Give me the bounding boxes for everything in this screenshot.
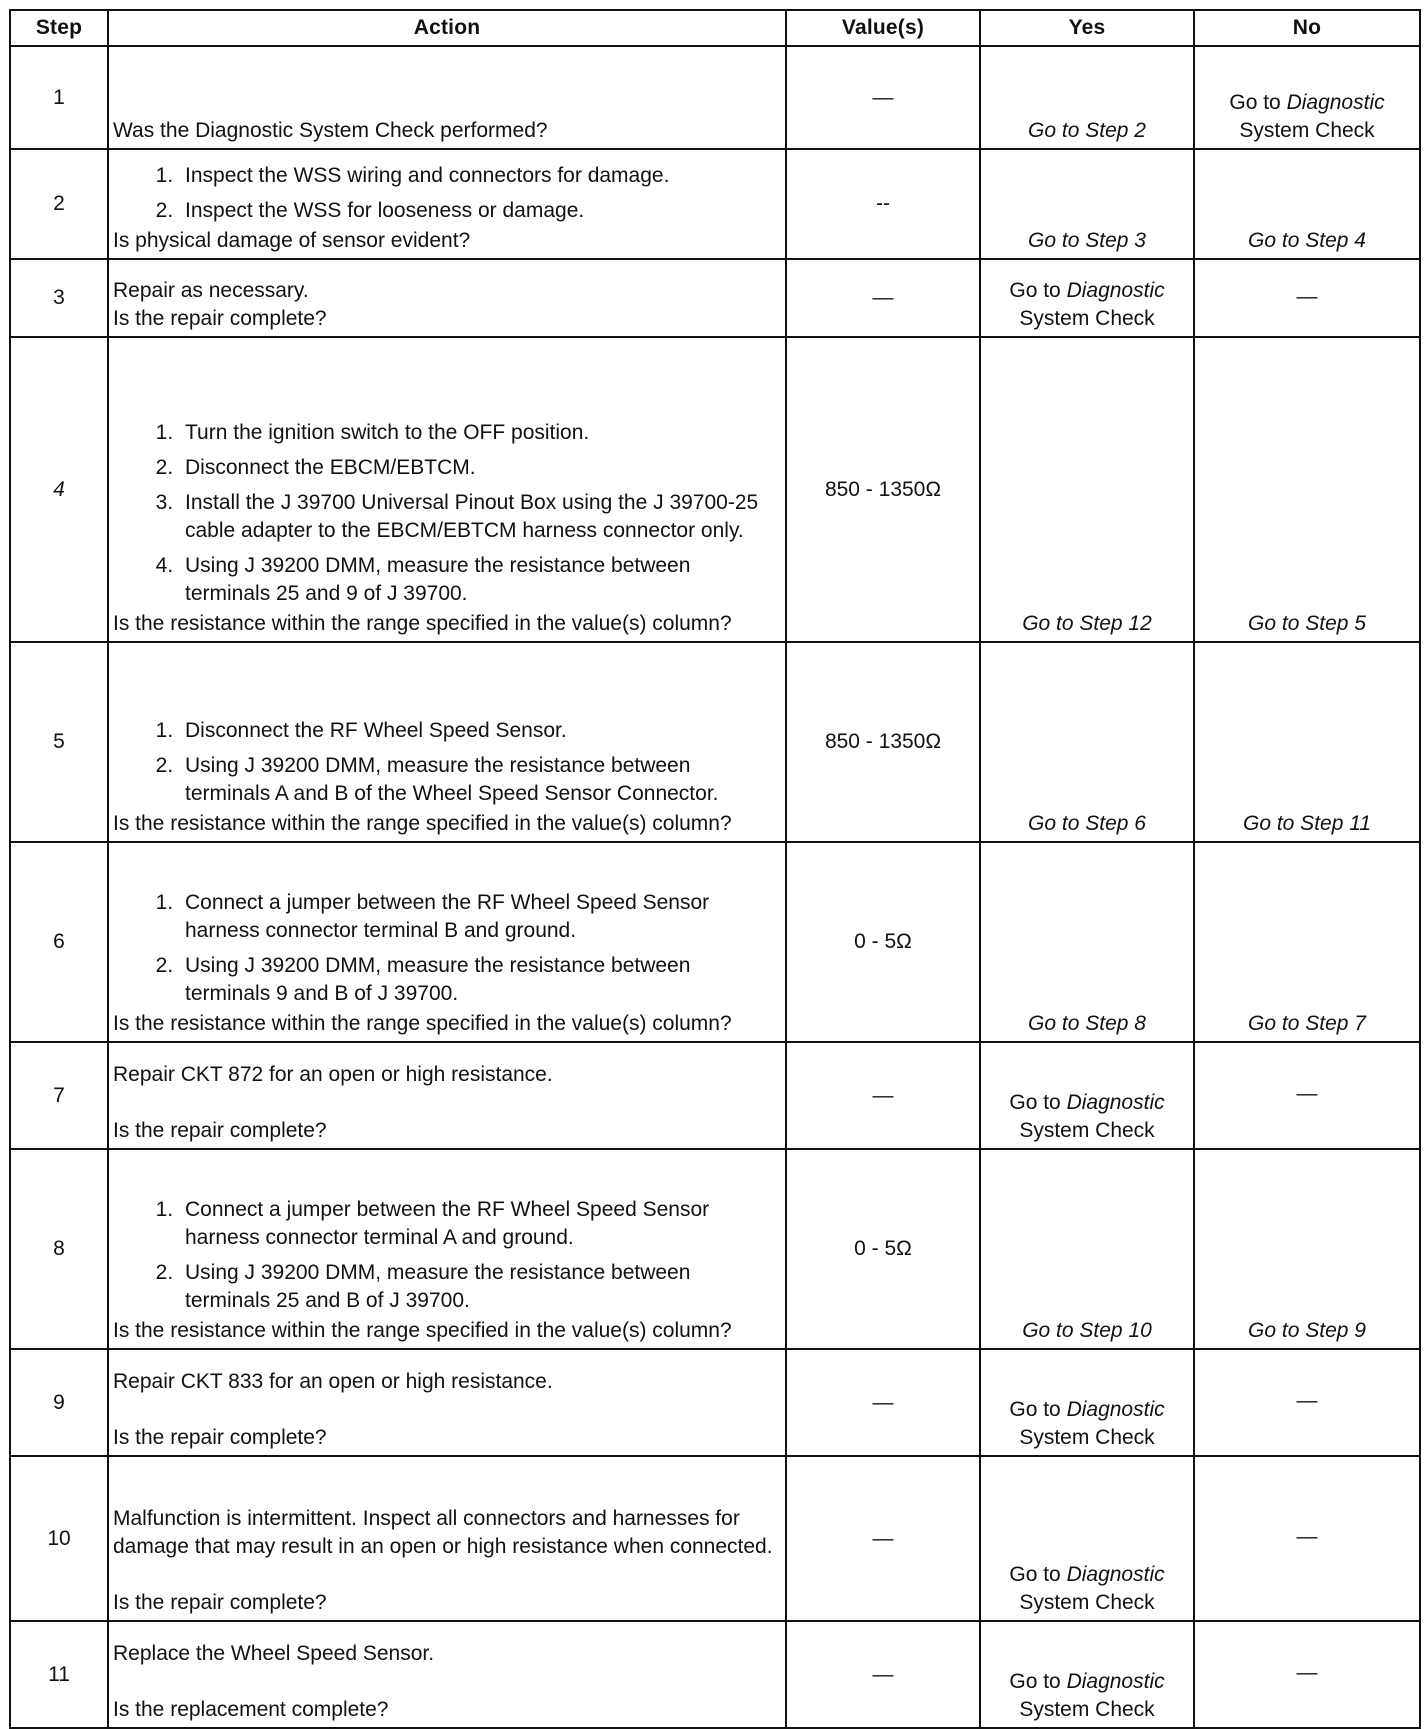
no-goto	[1195, 89, 1419, 117]
action-question: Is the resistance within the range specified in the value(s) column?	[113, 612, 732, 635]
step-number: 11	[10, 1621, 108, 1728]
table-row	[10, 149, 1420, 259]
no-cell: —	[1194, 1456, 1420, 1621]
goto-target-line2: System Check	[1019, 307, 1155, 330]
step-number: 6	[10, 842, 108, 1042]
action-question: Is the repair complete?	[113, 307, 327, 330]
action-text: Replace the Wheel Speed Sensor.	[113, 1642, 435, 1665]
action-step-item: 1. Turn the ignition switch to the OFF position.	[179, 419, 777, 447]
yes-cell	[980, 259, 1194, 337]
goto-target: Diagnostic	[1066, 1563, 1165, 1586]
goto-target-line2: System Check	[1019, 1591, 1155, 1614]
no-cell	[1194, 149, 1420, 259]
yes-cell	[980, 1621, 1194, 1728]
action-step-item: 2. Inspect the WSS for looseness or damage.	[179, 197, 777, 225]
value-cell: 850 - 1350Ω	[786, 337, 980, 642]
goto-prefix: Go to	[1009, 279, 1067, 302]
goto-target: Diagnostic	[1066, 1398, 1165, 1421]
action-text: Repair as necessary.	[113, 279, 309, 302]
step-number: 2	[10, 149, 108, 259]
step-number: 1	[10, 46, 108, 149]
action-step-item: 4. Using J 39200 DMM, measure the resistance between terminals 25 and 9 of J 39700.	[179, 552, 777, 608]
yes-cell	[980, 1349, 1194, 1456]
table-row	[10, 259, 1420, 337]
goto-target-line2: System Check	[1019, 1426, 1155, 1449]
goto-target-line2: System Check	[1239, 119, 1375, 142]
spacer	[113, 1396, 777, 1424]
table-row	[10, 842, 1420, 1042]
action-question: Was the Diagnostic System Check performed?	[113, 119, 548, 142]
no-cell: —	[1194, 259, 1420, 337]
action-cell	[108, 842, 786, 1042]
yes-goto	[981, 1668, 1193, 1696]
table-row	[10, 1456, 1420, 1621]
step-number: 10	[10, 1456, 108, 1621]
header-row	[10, 10, 1420, 46]
value-cell: —	[786, 1621, 980, 1728]
table-row	[10, 1621, 1420, 1728]
no-cell	[1194, 1149, 1420, 1349]
yes-cell	[980, 1456, 1194, 1621]
table-row	[10, 1349, 1420, 1456]
yes-cell	[980, 337, 1194, 642]
yes-goto: Go to Step 12	[1022, 612, 1152, 635]
action-cell	[108, 149, 786, 259]
value-cell: —	[786, 259, 980, 337]
yes-goto: Go to Step 8	[1028, 1012, 1146, 1035]
action-step-item: 2. Using J 39200 DMM, measure the resistance between terminals 9 and B of J 39700.	[179, 952, 777, 1008]
value-cell: 0 - 5Ω	[786, 1149, 980, 1349]
yes-goto: Go to Step 2	[1028, 119, 1146, 142]
action-text: Malfunction is intermittent. Inspect all connectors and harnesses for damage that may result in an open or high resistance when connected.	[113, 1507, 773, 1558]
no-goto: Go to Step 5	[1248, 612, 1366, 635]
action-question: Is the repair complete?	[113, 1119, 327, 1142]
action-question: Is the resistance within the range specified in the value(s) column?	[113, 812, 732, 835]
diagnostic-table	[9, 9, 1421, 1729]
table-row	[10, 1042, 1420, 1149]
no-goto: Go to Step 9	[1248, 1319, 1366, 1342]
no-goto: Go to Step 7	[1248, 1012, 1366, 1035]
goto-target: Diagnostic	[1286, 91, 1385, 114]
yes-goto: Go to Step 10	[1022, 1319, 1152, 1342]
spacer	[113, 1668, 777, 1696]
action-cell	[108, 1621, 786, 1728]
yes-cell	[980, 46, 1194, 149]
spacer	[113, 1089, 777, 1117]
action-question: Is the resistance within the range specified in the value(s) column?	[113, 1012, 732, 1035]
value-cell: —	[786, 1349, 980, 1456]
value-cell: —	[786, 1456, 980, 1621]
goto-prefix: Go to	[1009, 1563, 1067, 1586]
value-cell: —	[786, 1042, 980, 1149]
action-steps	[113, 1196, 777, 1315]
action-step-item: 2. Disconnect the EBCM/EBTCM.	[179, 454, 777, 482]
action-cell	[108, 1149, 786, 1349]
yes-goto	[981, 277, 1193, 305]
table-row	[10, 46, 1420, 149]
header-yes: Yes	[980, 10, 1194, 46]
no-cell	[1194, 337, 1420, 642]
yes-goto	[981, 1561, 1193, 1589]
header-no: No	[1194, 10, 1420, 46]
value-cell: 0 - 5Ω	[786, 842, 980, 1042]
action-step-item: 2. Using J 39200 DMM, measure the resistance between terminals 25 and B of J 39700.	[179, 1259, 777, 1315]
action-question: Is the resistance within the range specified in the value(s) column?	[113, 1319, 732, 1342]
yes-goto	[981, 1396, 1193, 1424]
header-step: Step	[10, 10, 108, 46]
step-number: 7	[10, 1042, 108, 1149]
yes-cell	[980, 1042, 1194, 1149]
step-number: 9	[10, 1349, 108, 1456]
action-step-item: 1. Connect a jumper between the RF Wheel Speed Sensor harness connector terminal B and ground.	[179, 889, 777, 945]
yes-cell	[980, 842, 1194, 1042]
no-cell	[1194, 642, 1420, 842]
goto-prefix: Go to	[1009, 1670, 1067, 1693]
goto-target: Diagnostic	[1066, 279, 1165, 302]
action-steps	[113, 717, 777, 808]
table-row	[10, 337, 1420, 642]
yes-goto: Go to Step 6	[1028, 812, 1146, 835]
value-cell: 850 - 1350Ω	[786, 642, 980, 842]
step-number: 3	[10, 259, 108, 337]
goto-prefix: Go to	[1229, 91, 1287, 114]
action-cell	[108, 642, 786, 842]
table-row	[10, 1149, 1420, 1349]
yes-cell	[980, 642, 1194, 842]
action-text: Repair CKT 833 for an open or high resistance.	[113, 1370, 553, 1393]
value-cell: --	[786, 149, 980, 259]
no-goto: Go to Step 4	[1248, 229, 1366, 252]
action-step-item: 2. Using J 39200 DMM, measure the resistance between terminals A and B of the Wheel Speed Sensor Connector.	[179, 752, 777, 808]
header-values: Value(s)	[786, 10, 980, 46]
header-action: Action	[108, 10, 786, 46]
action-steps	[113, 419, 777, 608]
action-step-item: 1. Connect a jumper between the RF Wheel Speed Sensor harness connector terminal A and ground.	[179, 1196, 777, 1252]
yes-goto: Go to Step 3	[1028, 229, 1146, 252]
goto-target-line2: System Check	[1019, 1698, 1155, 1721]
action-steps	[113, 889, 777, 1008]
action-question: Is the repair complete?	[113, 1426, 327, 1449]
goto-target: Diagnostic	[1066, 1091, 1165, 1114]
yes-goto	[981, 1089, 1193, 1117]
action-step-item: 1. Disconnect the RF Wheel Speed Sensor.	[179, 717, 777, 745]
yes-cell	[980, 149, 1194, 259]
step-number: 5	[10, 642, 108, 842]
no-goto: Go to Step 11	[1242, 812, 1372, 835]
goto-prefix: Go to	[1009, 1091, 1067, 1114]
action-text: Repair CKT 872 for an open or high resistance.	[113, 1063, 553, 1086]
yes-cell	[980, 1149, 1194, 1349]
diagnostic-table-page	[9, 9, 1419, 1729]
step-number: 8	[10, 1149, 108, 1349]
action-cell	[108, 1042, 786, 1149]
action-cell	[108, 46, 786, 149]
action-step-item: 1. Inspect the WSS wiring and connectors for damage.	[179, 162, 777, 190]
goto-target: Diagnostic	[1066, 1670, 1165, 1693]
action-cell	[108, 1456, 786, 1621]
action-question: Is the replacement complete?	[113, 1698, 389, 1721]
action-question: Is physical damage of sensor evident?	[113, 229, 471, 252]
action-question: Is the repair complete?	[113, 1591, 327, 1614]
action-cell	[108, 337, 786, 642]
action-cell	[108, 1349, 786, 1456]
step-number: 4	[10, 337, 108, 642]
no-cell: —	[1194, 1621, 1420, 1728]
action-step-item: 3. Install the J 39700 Universal Pinout Box using the J 39700-25 cable adapter to the EBCM/EBTCM harness connector only.	[179, 489, 777, 545]
spacer	[113, 1561, 777, 1589]
action-steps	[113, 162, 777, 225]
no-cell	[1194, 46, 1420, 149]
goto-target-line2: System Check	[1019, 1119, 1155, 1142]
table-row	[10, 642, 1420, 842]
value-cell: —	[786, 46, 980, 149]
no-cell: —	[1194, 1042, 1420, 1149]
no-cell: —	[1194, 1349, 1420, 1456]
goto-prefix: Go to	[1009, 1398, 1067, 1421]
no-cell	[1194, 842, 1420, 1042]
action-cell	[108, 259, 786, 337]
